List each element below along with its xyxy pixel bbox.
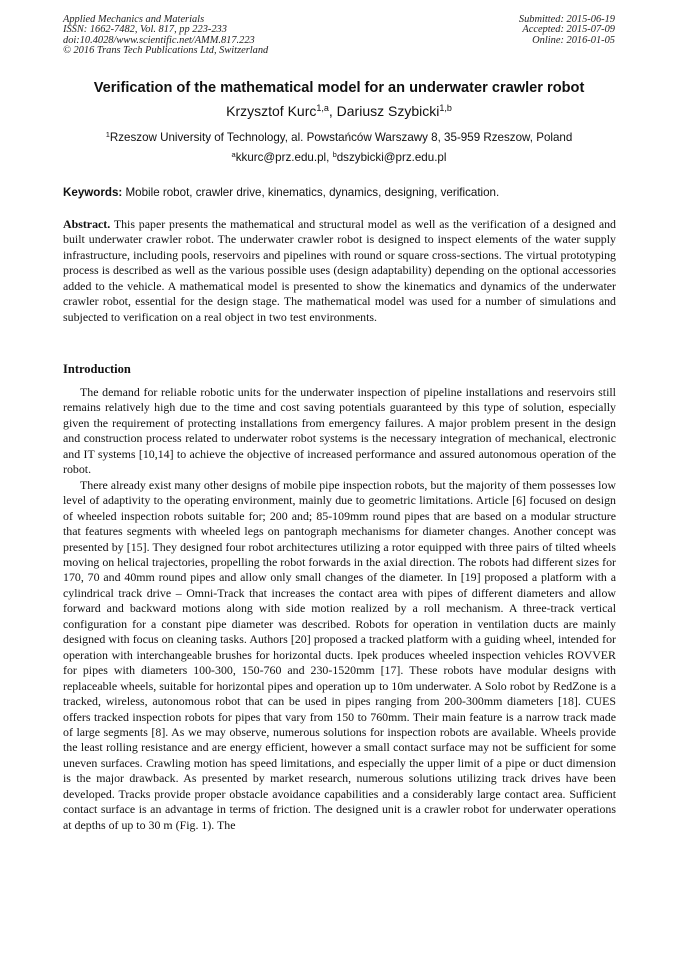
email-sup: a <box>231 150 236 159</box>
submitted-date: Submitted: 2015-06-19 <box>518 14 615 25</box>
email-link[interactable]: kkurc@prz.edu.pl <box>235 151 327 164</box>
author-affiliation-sup: 1,a <box>316 103 329 113</box>
paragraph: There already exist many other designs of mobile pipe inspection robots, but the majority of them possesses low level of adaptivity to the operating environment, mainly due to geometric limitations. Article [6] focused on design of wheeled inspection robots suitable for; 200 and; 85-109mm round pipes that are based on a modular structure that features segments with wheeled legs on pantograph mechanisms for diameter changes. Another concept was presented by [15]. They designed four robot architectures utilizing a rotor equipped with three pairs of tilted wheels moving on helical trajectories, propelling the robot forwards in the axial direction. The robots had different sizes for 170, 70 and 40mm round pipes and allow only small changes of the diameter. In [19] proposed a platform with a cylindrical track drive – Omni-Track that increases the contact area with pipes of different diameters and allow forward and backward motions along with side motion realized by a roll mechanism. A three-track vertical configuration for a constant pipe diameter was described. Robots for operation in ventilation ducts are mainly designed with focus on cleaning tasks. Authors [20] proposed a tracked platform with a guiding wheel, intended for operation with interchangeable brushes for horizontal ducts. Ipek produces wheeled inspection vehicles ROVVER for pipes with diameters 100-300, 150-760 and 230-1520mm [17]. These robots have modular designs with replaceable wheels, suitable for horizontal pipes and operation up to 10m underwater. A Solo robot by RedZone is a tracked, wireless, autonomous robot that can be used in pipes ranging from 200-300mm diameters [18]. CUES offers tracked inspection robots for pipes that vary from 150 to 760mm. Their main feature is a narrow track made of large segments [8]. As we may observe, numerous solutions for inspection robots are available. Wheels provide the least rolling resistance and are energy efficient, however a small contact surface may not be sufficient for some uneven surfaces. Crawling motion has speed limitations, and especially the upper limit of a pipe or duct dimension is the major drawback. As presented by market research, numerous solutions utilizing track drives have been developed. Tracks provide proper obstacle avoidance capabilities and a considerably large contact area. Sufficient contact surface is an advantage in terms of friction. The designed unit is a crawler robot for underwater operations at depths of up to 30 m (Fig. 1). The <box>63 477 616 832</box>
email-separator: , <box>326 151 333 164</box>
online-date: Online: 2016-01-05 <box>532 34 615 46</box>
abstract-text: This paper presents the mathematical and structural model as well as the verification of a designed and built underwater crawler robot. The underwater crawler robot is designed to inspect elements of the water supply infrastructure, including pools, reservoirs and pipelines with round or square cross-sections. The virtual prototyping process is described as well as the various possible uses (design adaptability) depending on the optional accessories added to the vehicle. A mathematical model is presented to show the kinematics and dynamics of the underwater crawler robot, essential for the design stage. The mathematical model was used for a number of simulations and subjected to verification on a real object in two test environments. <box>63 217 616 324</box>
keywords-text: Mobile robot, crawler drive, kinematics, dynamics, designing, verification. <box>122 186 500 199</box>
journal-issn: ISSN: 1662-7482, Vol. 817, pp 223-233 <box>63 24 227 36</box>
section-heading: Introduction <box>63 362 131 376</box>
author-emails <box>0 151 678 164</box>
keywords-label: Keywords: <box>63 186 123 199</box>
author-affiliation-sup: 1,b <box>439 103 452 113</box>
abstract <box>63 217 616 325</box>
author-name: Dariusz Szybicki <box>336 103 440 119</box>
author-list <box>0 103 678 119</box>
email-sup: b <box>332 150 337 159</box>
author-separator: , <box>328 103 337 119</box>
accepted-date: Accepted: 2015-07-09 <box>522 24 615 36</box>
affiliation-sup: 1 <box>105 130 110 139</box>
affiliation <box>0 131 678 144</box>
journal-name: Applied Mechanics and Materials <box>63 14 205 25</box>
dates-header <box>519 15 615 46</box>
email-link[interactable]: dszybicki@prz.edu.pl <box>336 151 447 164</box>
author-name: Krzysztof Kurc <box>226 103 317 119</box>
paper-title: Verification of the mathematical model for an underwater crawler robot <box>93 80 585 96</box>
journal-doi: doi:10.4028/www.scientific.net/AMM.817.223 <box>63 34 255 46</box>
journal-header <box>63 15 268 57</box>
keywords <box>63 186 623 199</box>
journal-copyright: © 2016 Trans Tech Publications Ltd, Switzerland <box>63 45 269 57</box>
paragraph: The demand for reliable robotic units for the underwater inspection of pipeline installations and reservoirs still remains relatively high due to the time and cost saving potentials guaranteed by this type of solution, especially given the requirement of protecting installations from emergency failures. A major problem present in the design and construction process related to underwater robot systems is the necessary integration of mechanical, electronic and IT systems [10,14] to achieve the objective of increased performance and assured autonomous operation of the robot. <box>63 385 616 477</box>
affiliation-text: Rzeszow University of Technology, al. Powstańców Warszawy 8, 35-959 Rzeszow, Poland <box>109 131 573 144</box>
introduction-body <box>63 385 616 833</box>
abstract-label: Abstract. <box>63 217 111 231</box>
